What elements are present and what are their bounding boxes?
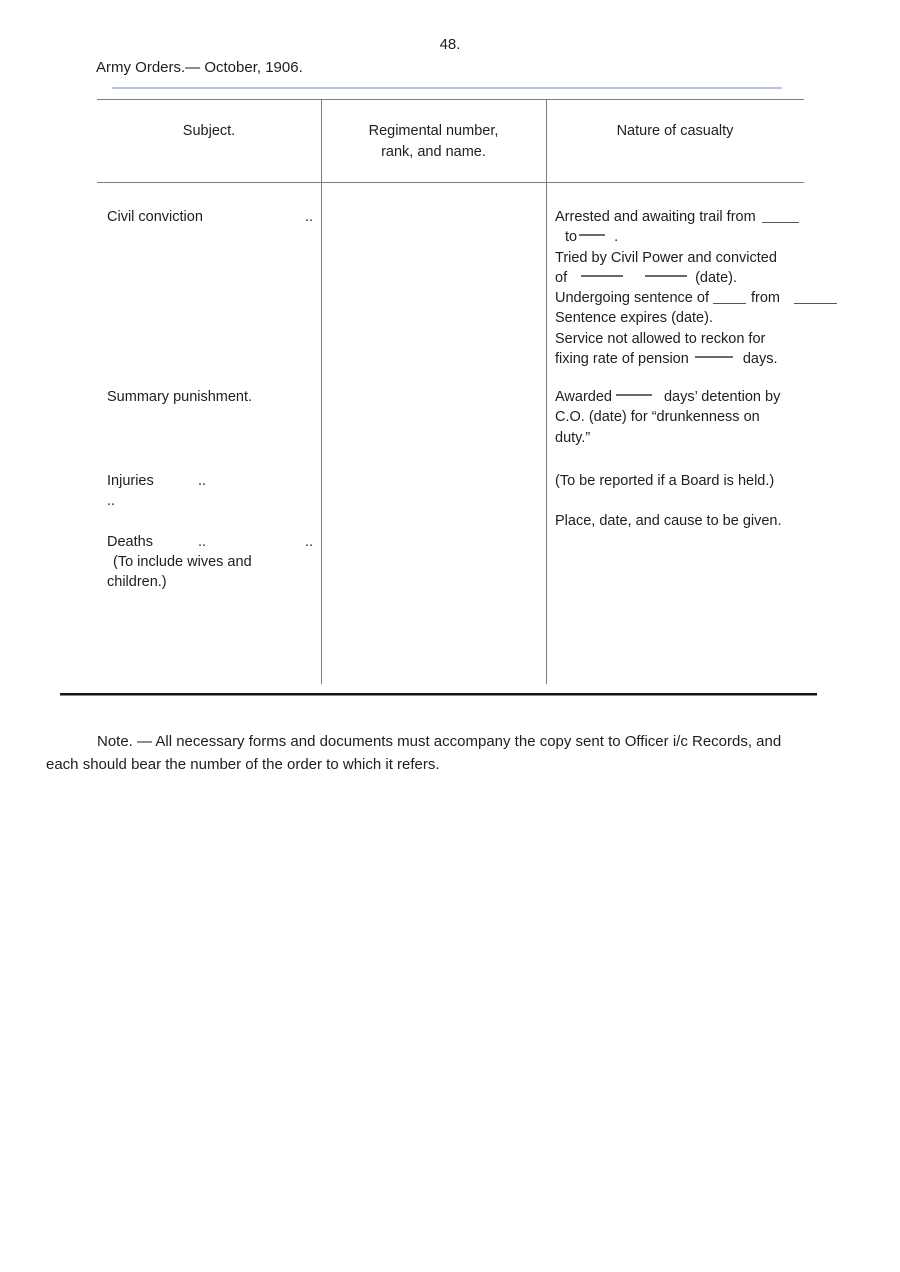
blank-underscore <box>713 303 746 304</box>
leader-dots: .. <box>305 534 314 550</box>
nature-injuries-line: (To be reported if a Board is held.) <box>555 473 775 489</box>
nature-line: Awarded days’ detention by <box>555 389 781 405</box>
subject-deaths-paren-2: children.) <box>107 574 167 590</box>
nature-line: fixing rate of pension days. <box>555 351 778 368</box>
note-line-1: Note. — All necessary forms and documents must accompany the copy sent to Officer i/c Records, and <box>97 733 782 750</box>
nature-line: Service not allowed to reckon for <box>555 330 766 347</box>
nature-line: C.O. (date) for “drunkenness on <box>555 409 760 426</box>
page-number: 48. <box>439 36 461 53</box>
nature-line: Undergoing sentence of from <box>555 288 837 308</box>
header-nature: Nature of casualty <box>616 123 734 139</box>
header-subject: Subject. <box>182 123 236 139</box>
leader-dots: .. <box>198 534 207 550</box>
nature-line: duty.” <box>555 429 591 446</box>
subject-civil-conviction: Civil conviction <box>107 209 203 225</box>
blank-underscore <box>794 303 837 304</box>
doc-title: Army Orders.— October, 1906. <box>96 59 303 76</box>
leader-dots: .. <box>198 473 207 489</box>
subject-injuries: Injuries <box>107 473 154 489</box>
blank-dash <box>616 394 652 396</box>
casualty-table <box>97 99 804 684</box>
subject-summary-punishment: Summary punishment. <box>107 389 253 405</box>
leader-dots: .. <box>107 493 116 509</box>
blank-dash <box>695 356 733 358</box>
nature-line: Tried by Civil Power and convicted <box>555 249 777 266</box>
nature-line: Arrested and awaiting trail from <box>555 207 837 227</box>
nature-line: Sentence expires (date). <box>555 310 713 327</box>
blue-rule-divider <box>112 87 782 89</box>
nature-line: of (date). <box>555 269 738 286</box>
blank-dash <box>579 234 605 236</box>
leader-dots: .. <box>305 209 314 225</box>
table-column-divider-1 <box>321 100 322 684</box>
nature-summary-group <box>555 387 780 448</box>
header-regimental-line2: rank, and name. <box>381 144 486 160</box>
blank-underscore <box>762 222 799 223</box>
table-column-divider-2 <box>546 100 547 684</box>
blank-dash <box>645 275 687 277</box>
note-line-2: each should bear the number of the order to which it refers. <box>46 756 440 773</box>
nature-place-date-line: Place, date, and cause to be given. <box>555 513 782 529</box>
subject-deaths-paren-1: (To include wives and <box>113 554 252 570</box>
blank-dash <box>581 275 623 277</box>
table-header-separator <box>97 182 804 183</box>
table-bottom-rule <box>60 693 817 696</box>
subject-deaths: Deaths <box>107 534 153 550</box>
header-regimental-line1: Regimental number, <box>368 123 499 139</box>
nature-line: to . <box>565 229 619 246</box>
header-regimental <box>321 121 546 163</box>
nature-civil-group <box>555 207 837 369</box>
